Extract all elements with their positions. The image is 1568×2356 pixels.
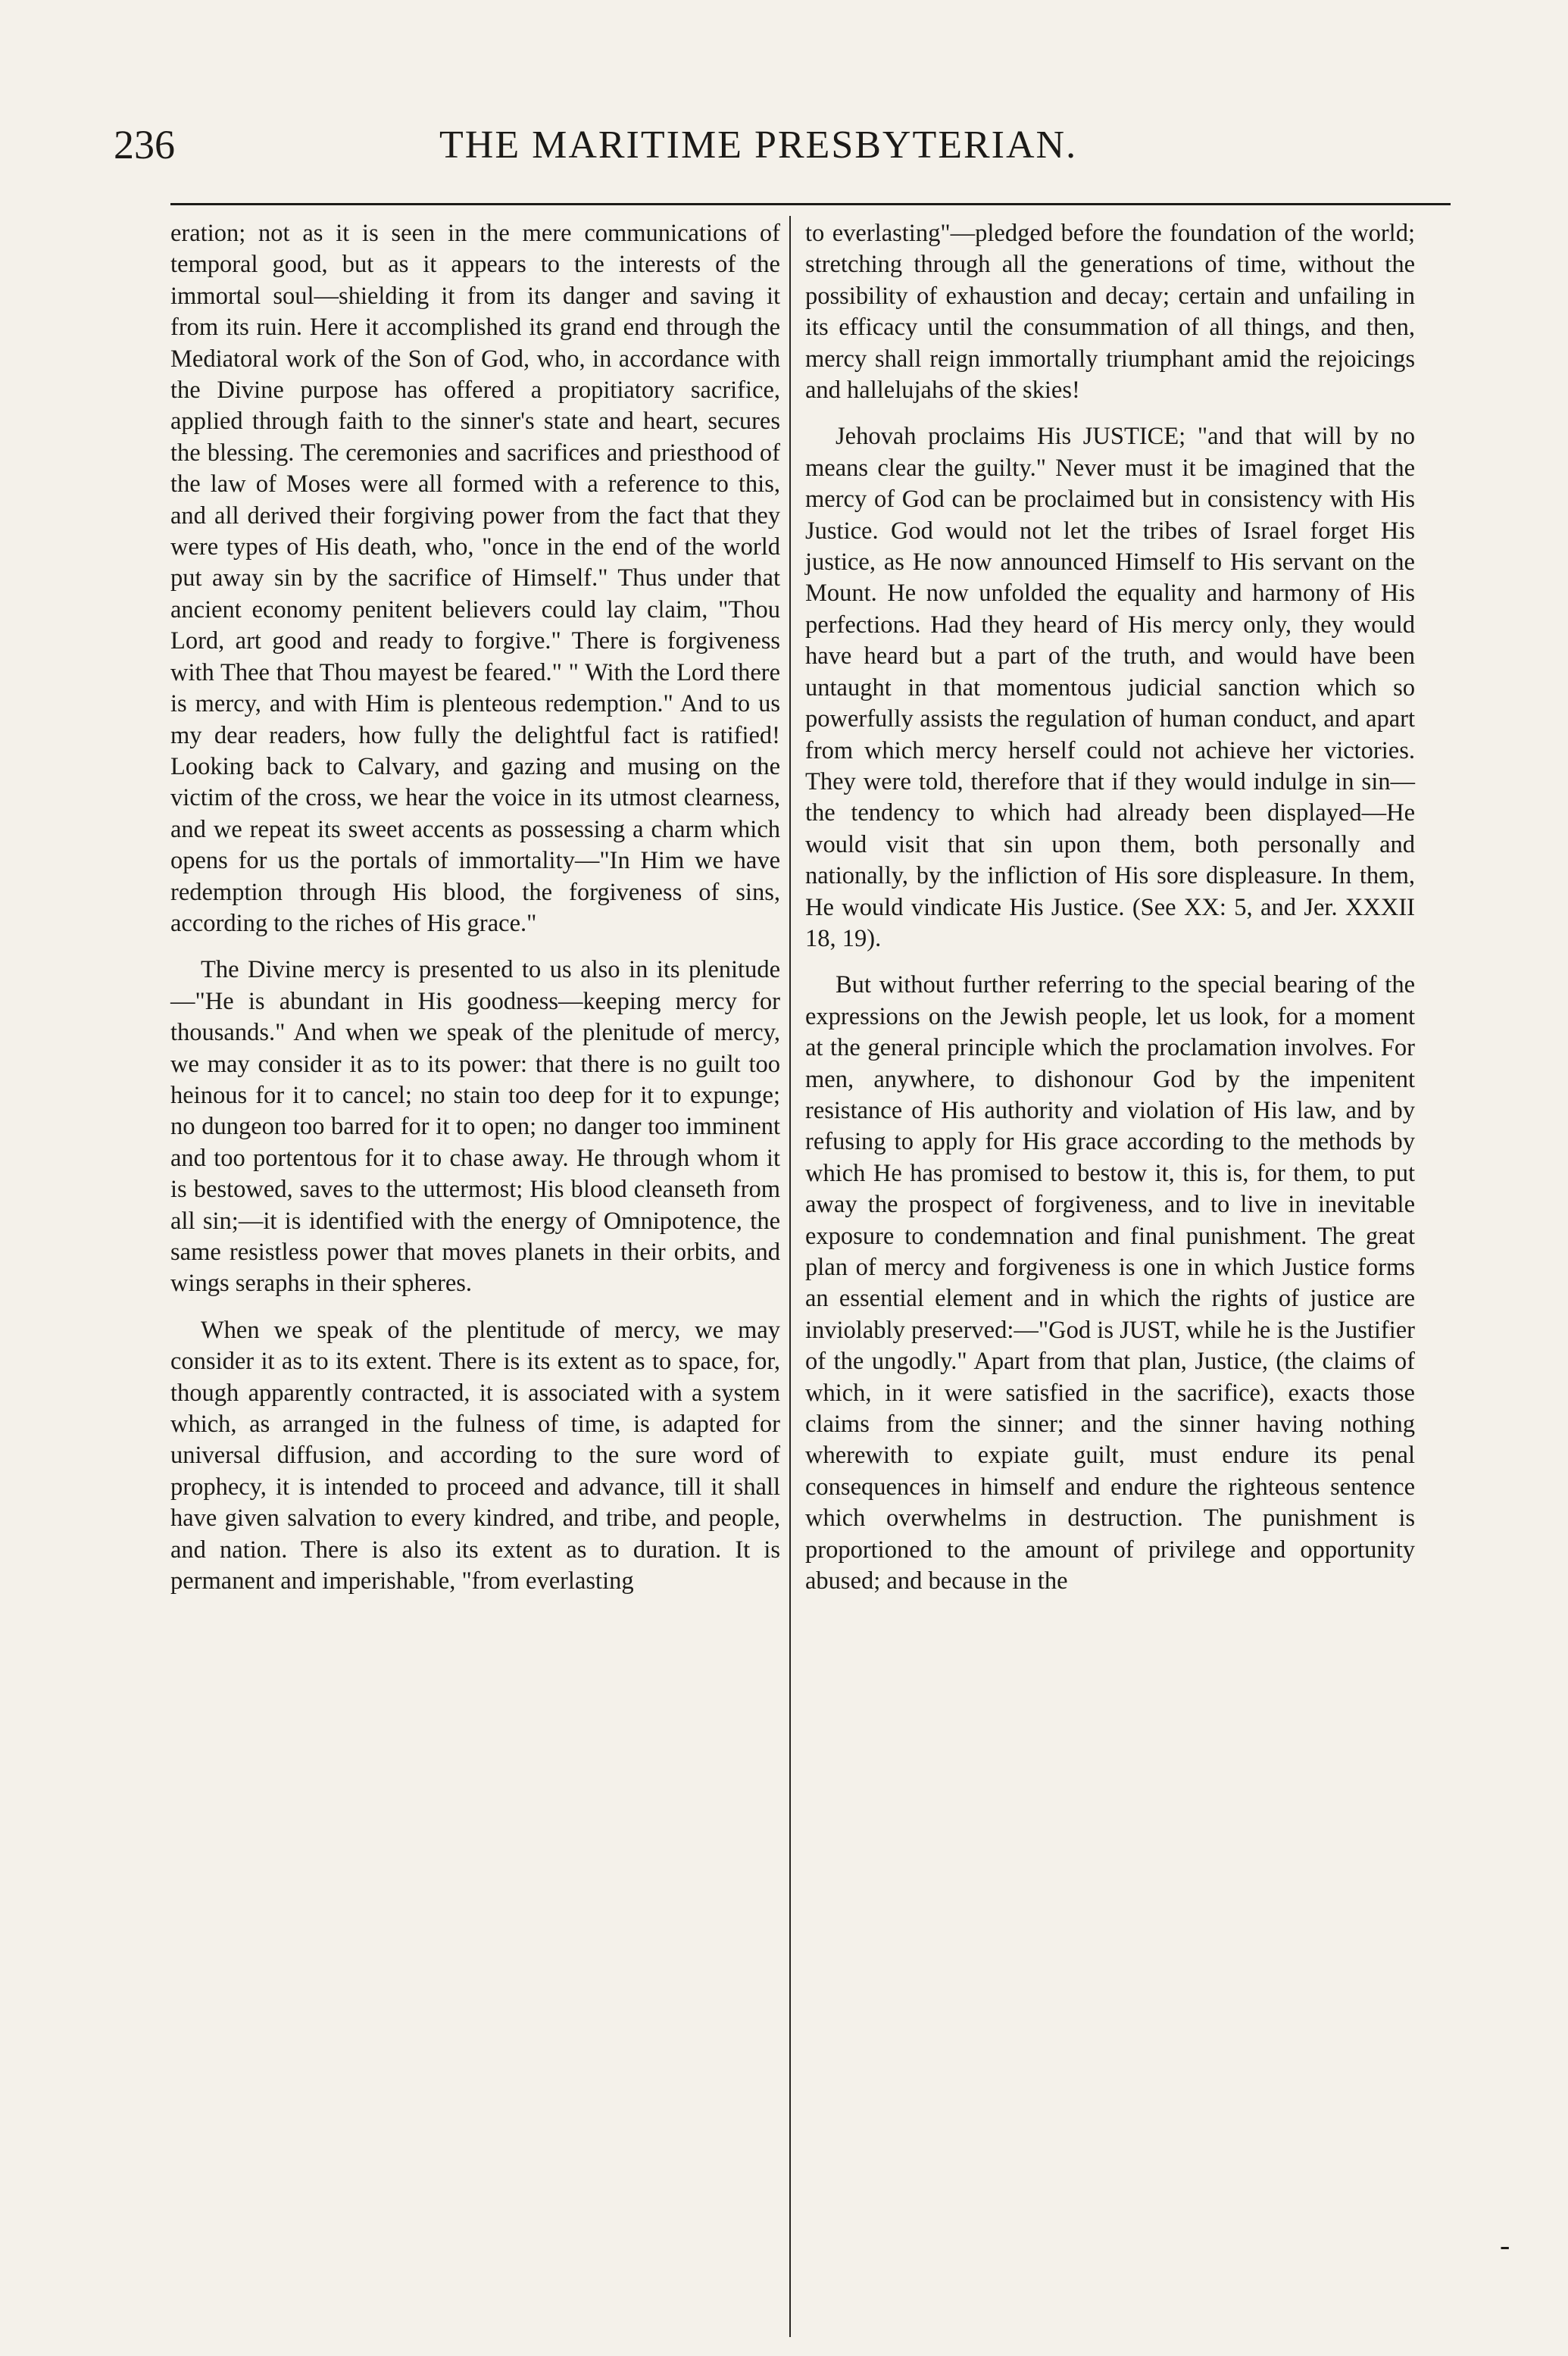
paragraph: eration; not as it is seen in the mere communications of temporal good, but as it appears to the interests of the immortal soul—shielding it from its danger and saving it from its ruin. Here it accomplished its grand end through the Mediatoral work of the Son of God, who, in accordance with the Divine purpose has offered a propitiatory sacrifice, applied through faith to the sinner's state and heart, secures the blessing. The ceremonies and sacrifices and priesthood of the law of Moses were all formed with a reference to this, and all derived their forgiving power from the fact that they were types of His death, who, "once in the end of the world put away sin by the sacrifice of Himself." Thus under that ancient economy penitent believers could lay claim, "Thou Lord, art good and ready to forgive." There is forgiveness with Thee that Thou mayest be feared." " With the Lord there is mercy, and with Him is plenteous redemption." And to us my dear readers, how fully the delightful fact is ratified! Looking back to Calvary, and gazing and musing on the victim of the cross, we hear the voice in its utmost clearness, and we repeat its sweet accents as possessing a charm which opens for us the portals of immortality—"In Him we have redemption through His blood, the forgiveness of sins, according to the riches of His grace.": [170, 220, 780, 937]
header-rule: [170, 203, 1451, 205]
page-number: 236: [114, 122, 175, 167]
left-column: [170, 218, 780, 1612]
paragraph: Jehovah proclaims His JUSTICE; "and that will by no means clear the guilty." Never must it be imagined that the mercy of God can be proclaimed but in consistency with His Justice. God would not let the tribes of Israel forget His justice, as He now announced Himself to His servant on the Mount. He now unfolded the equality and harmony of His perfections. Had they heard of His mercy only, they would have heard but a part of the truth, and would have been untaught in that momentous judicial sanction which so powerfully assists the regulation of human conduct, and apart from which mercy herself could not achieve her victories. They were told, therefore that if they would indulge in sin—the tendency to which had already been displayed—He would visit that sin upon them, both personally and nationally, by the infliction of His sore displeasure. In them, He would vindicate His Justice. (See XX: 5, and Jer. XXXII 18, 19).: [805, 423, 1415, 952]
paragraph: The Divine mercy is presented to us also in its plenitude—"He is abundant in His goodness—keeping mercy for thousands." And when we speak of the plenitude of mercy, we may consider it as to its power: that there is no guilt too heinous for it to cancel; no stain too deep for it to expunge; no dungeon too barred for it to open; no danger too imminent and too portentous for it to chase away. He through whom it is bestowed, saves to the uttermost; His blood cleanseth from all sin;—it is identified with the energy of Omnipotence, the same resistless power that moves planets in their orbits, and wings seraphs in their spheres.: [170, 956, 780, 1298]
paragraph: When we speak of the plentitude of mercy, we may consider it as to its extent. There is its extent as to space, for, though apparently contracted, it is associated with a system which, as arranged in the fulness of time, is adapted for universal diffusion, and according to the sure word of prophecy, it is intended to proceed and advance, till it shall have given salvation to every kindred, and tribe, and people, and nation. There is also its extent as to duration. It is permanent and imperishable, "from everlasting: [170, 1316, 780, 1595]
running-title: THE MARITIME PRESBYTERIAN.: [439, 123, 1078, 167]
column-divider: [789, 216, 791, 2337]
right-column: [805, 218, 1415, 1612]
paragraph: But without further referring to the special bearing of the expressions on the Jewish people, let us look, for a moment at the general principle which the proclamation involves. For men, anywhere, to dishonour God by the impenitent resistance of His authority and violation of His law, and by refusing to apply for His grace according to the methods by which He has promised to bestow it, this is, for them, to put away the prospect of forgiveness, and to live in inevitable exposure to condemnation and final punishment. The great plan of mercy and forgiveness is one in which Justice forms an essential element and in which the rights of justice are inviolably preserved:—"God is JUST, while he is the Justifier of the ungodly." Apart from that plan, Justice, (the claims of which, in it were satisfied in the sacrifice), exacts those claims from the sinner; and the sinner having nothing wherewith to expiate guilt, must endure its penal consequences in himself and endure the righteous sentence which overwhelms in destruction. The punishment is proportioned to the amount of privilege and opportunity abused; and because in the: [805, 971, 1415, 1595]
page-header: [114, 114, 1447, 197]
margin-mark: -: [1500, 2228, 1510, 2262]
paragraph: to everlasting"—pledged before the foundation of the world; stretching through all the generations of time, without the possibility of exhaustion and decay; certain and unfailing in its efficacy until the consummation of all things, and then, mercy shall reign immortally triumphant amid the rejoicings and hallelujahs of the skies!: [805, 220, 1415, 405]
